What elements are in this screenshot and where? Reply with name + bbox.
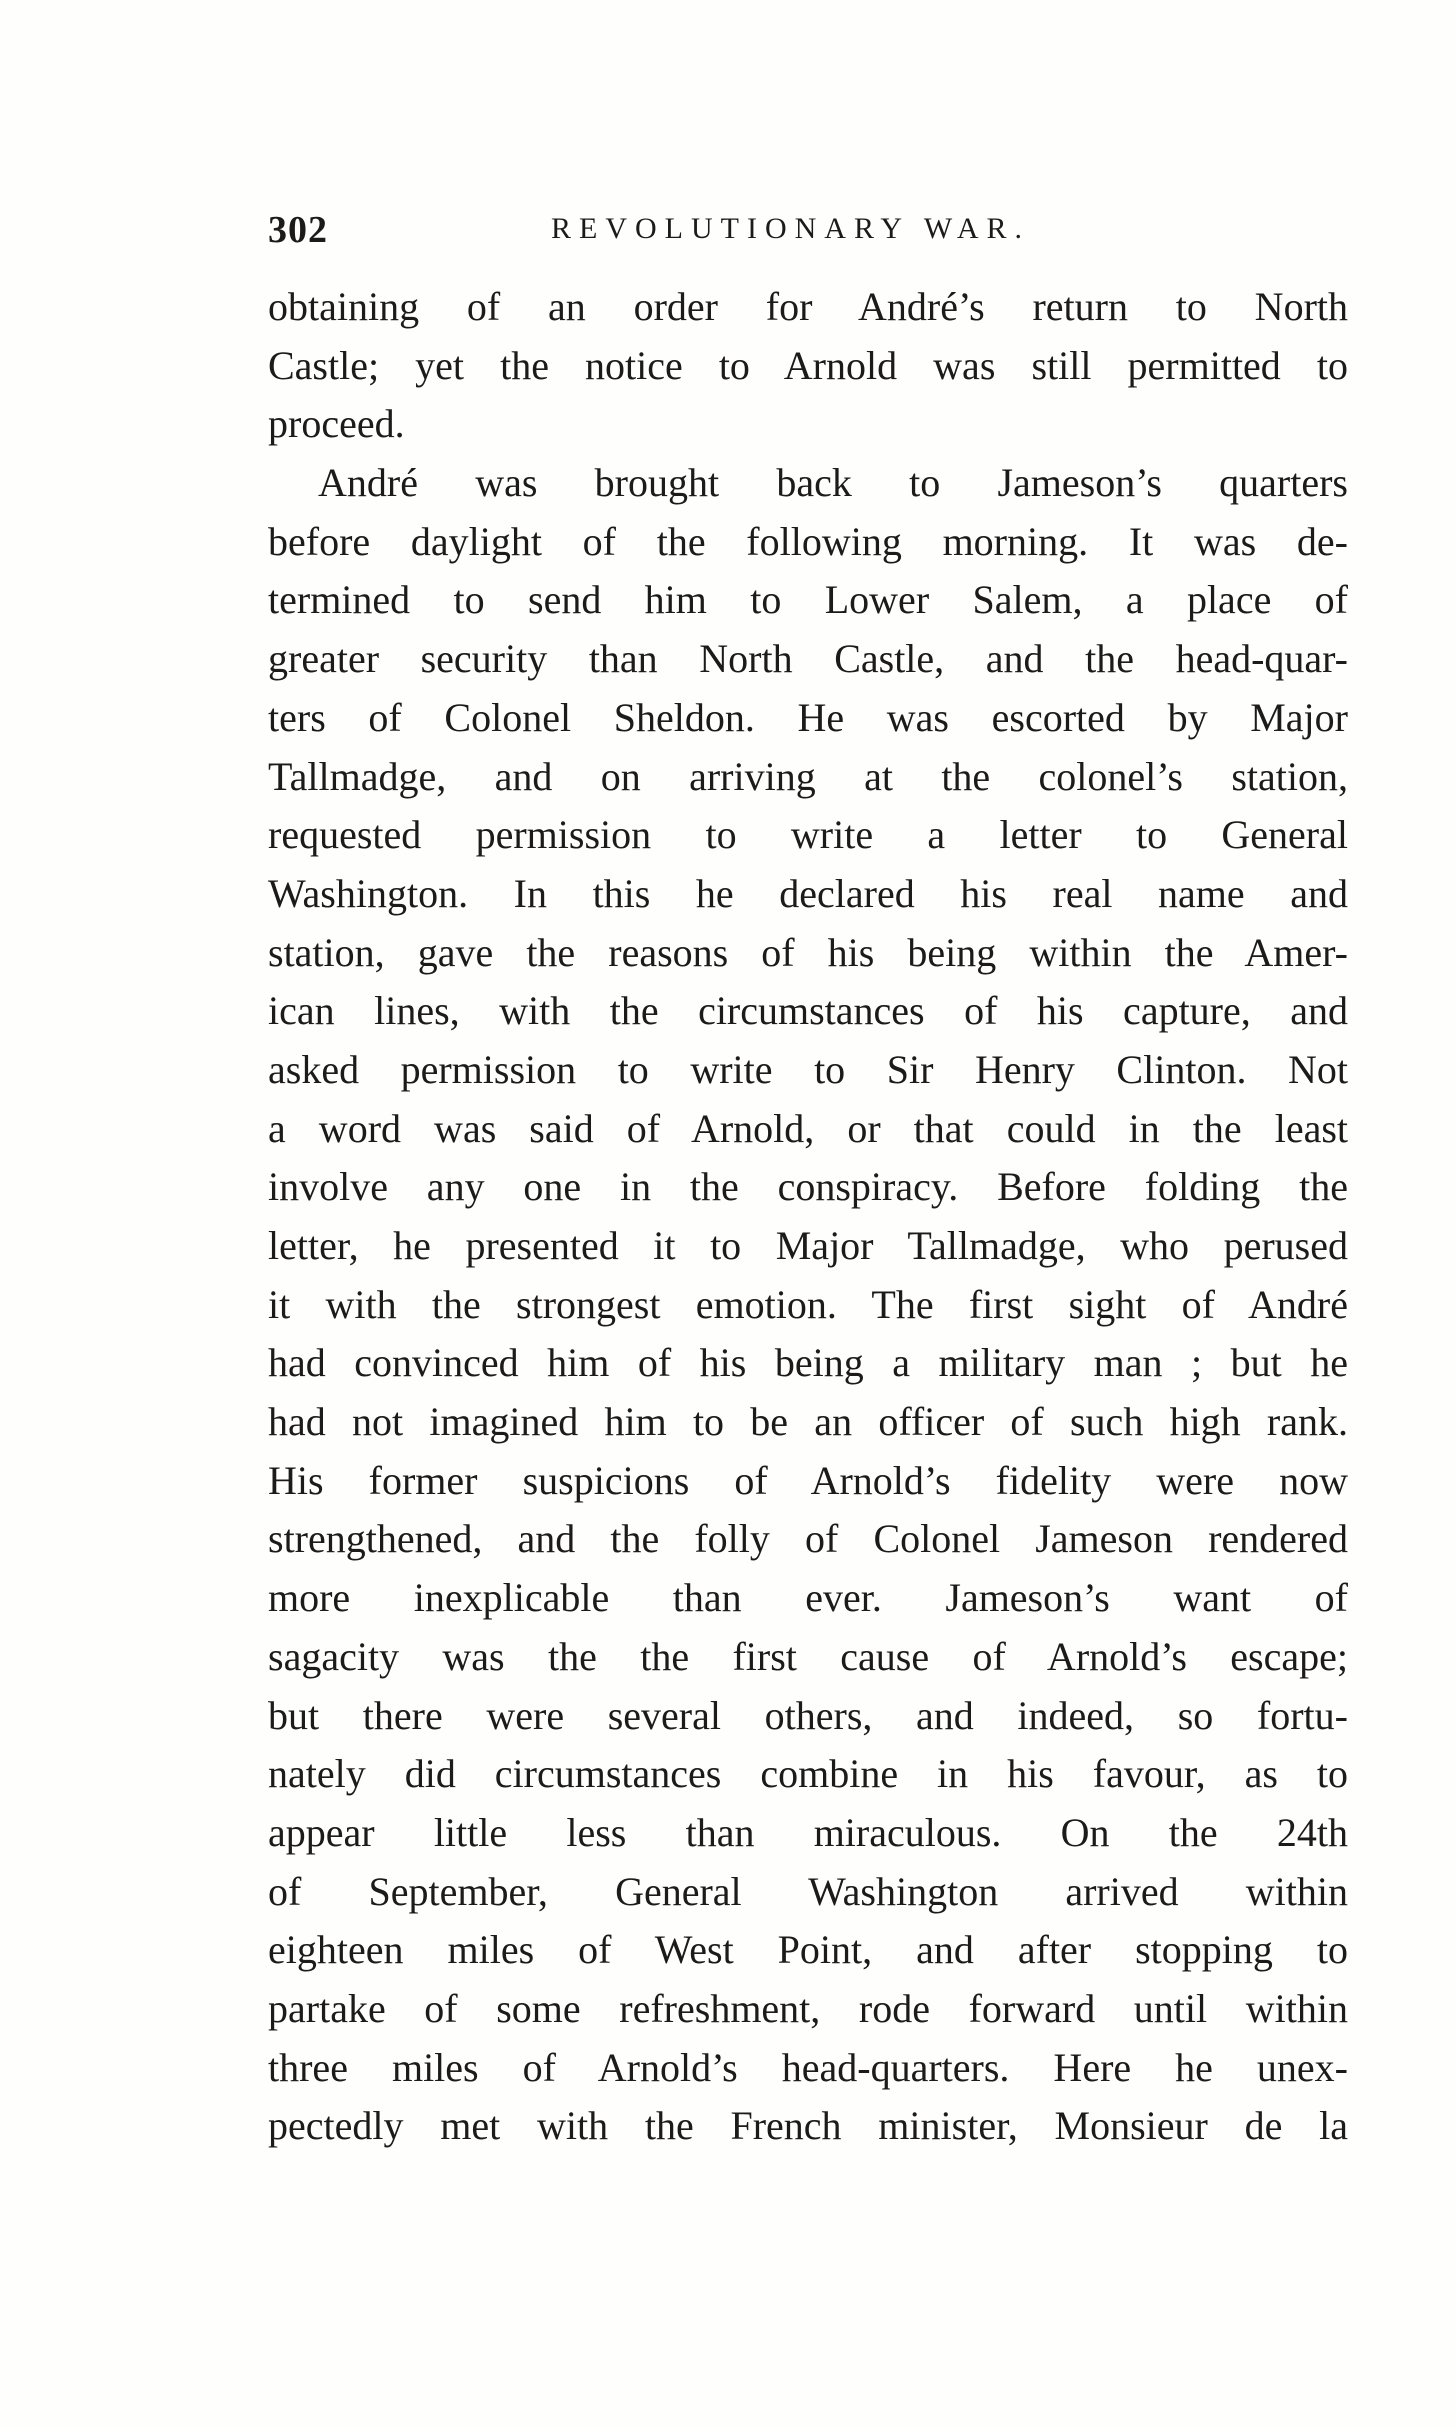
text-line: three miles of Arnold’s head-quarters. Here he unex- [268, 2044, 1348, 2090]
text-line: appear little less than miraculous. On the 24th [268, 1809, 1348, 1855]
text-line: greater security than North Castle, and the head-quar- [268, 636, 1348, 682]
running-head: REVOLUTIONARY WAR. [551, 212, 1030, 245]
text-line: nately did circumstances combine in his favour, as to [268, 1751, 1348, 1797]
text-line: of September, General Washington arrived within [268, 1868, 1348, 1914]
text-line: had convinced him of his being a military man ; but he [268, 1340, 1348, 1386]
text-line: ican lines, with the circumstances of his capture, and [268, 988, 1348, 1034]
text-line: Washington. In this he declared his real name and [268, 870, 1348, 916]
text-line: had not imagined him to be an officer of such high rank. [268, 1399, 1348, 1445]
text-line: partake of some refreshment, rode forward until within [268, 1985, 1348, 2031]
text-line: strengthened, and the folly of Colonel Jameson rendered [268, 1516, 1348, 1562]
text-line: ters of Colonel Sheldon. He was escorted by Major [268, 694, 1348, 740]
text-line: requested permission to write a letter to General [268, 812, 1348, 858]
text-line: Tallmadge, and on arriving at the colonel’s station, [268, 753, 1348, 799]
text-line: letter, he presented it to Major Tallmadge, who perused [268, 1223, 1348, 1268]
text-line: a word was said of Arnold, or that could in the least [268, 1105, 1348, 1151]
text-line: termined to send him to Lower Salem, a place of [268, 577, 1348, 623]
text-line: asked permission to write to Sir Henry Clinton. Not [268, 1046, 1348, 1092]
text-line: but there were several others, and indeed, so fortu- [268, 1692, 1348, 1738]
text-line: before daylight of the following morning. It was de- [268, 518, 1348, 564]
text-line: pectedly met with the French minister, Monsieur de la [268, 2103, 1348, 2149]
text-line: proceed. [268, 401, 405, 447]
text-line: obtaining of an order for André’s return to North [268, 284, 1348, 329]
text-line: His former suspicions of Arnold’s fidelity were now [268, 1457, 1348, 1503]
text-line: sagacity was the the first cause of Arnold’s escape; [268, 1633, 1348, 1679]
text-line: station, gave the reasons of his being within the Amer- [268, 929, 1348, 975]
page-header [268, 208, 1348, 252]
page-number: 302 [268, 209, 328, 251]
body-text [268, 278, 1348, 2156]
text-line: more inexplicable than ever. Jameson’s want of [268, 1575, 1348, 1621]
text-line: eighteen miles of West Point, and after stopping to [268, 1927, 1348, 1973]
text-line: it with the strongest emotion. The first sight of André [268, 1281, 1348, 1327]
text-line: Castle; yet the notice to Arnold was still permitted to [268, 342, 1348, 388]
text-line: involve any one in the conspiracy. Before folding the [268, 1164, 1348, 1210]
text-line: André was brought back to Jameson’s quarters [318, 460, 1348, 506]
